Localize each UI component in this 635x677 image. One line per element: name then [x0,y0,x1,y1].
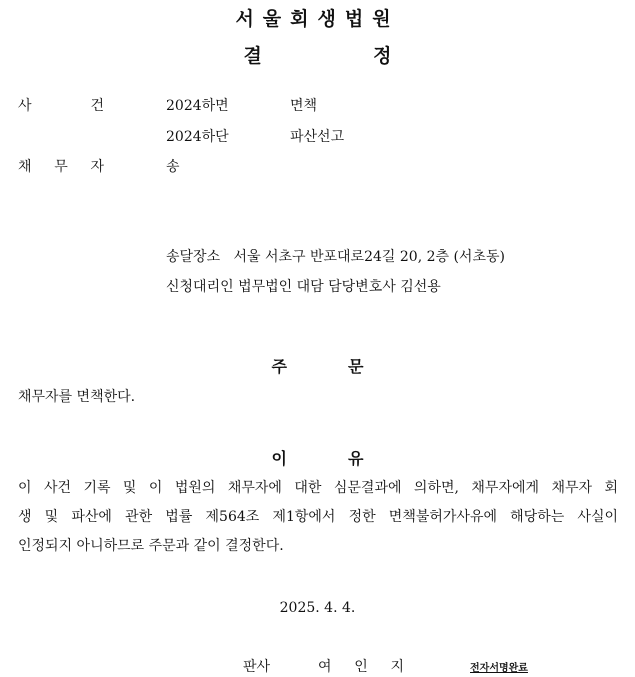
delivery-address-line [166,246,505,266]
order-text: 채무자를 면책한다. [18,389,136,405]
debtor-label [18,156,104,176]
reason-line: 이 사건 기록 및 이 법원의 채무자에 대한 심문결과에 의하면, 채무자에게 채무자 회 [18,480,618,496]
judge-name-char: 지 [390,659,404,675]
representative-value: 법무법인 대담 담당변호사 김선용 [238,279,441,295]
order-heading [0,354,635,377]
order-heading-char-2: 문 [348,357,364,376]
debtor-name: 송 [166,159,180,175]
judge-name-char: 인 [354,659,368,675]
case-name-1: 면책 [290,98,318,114]
case-label-char: 건 [90,98,104,114]
reason-heading [0,446,635,469]
case-label [18,95,104,115]
case-number-2: 2024하단 [166,129,229,145]
title-char-2: 정 [373,45,392,67]
order-heading-char-1: 주 [271,357,287,376]
judge-title: 판사 [243,659,271,675]
title-char-1: 결 [243,45,262,67]
electronic-signature-stamp: 전자서명완료 [470,663,528,674]
decision-date: 2025. 4. 4. [279,600,356,616]
judge-name-char: 여 [318,659,332,675]
reason-heading-char-2: 유 [348,449,364,468]
reason-line: 생 및 파산에 관한 법률 제564조 제1항에서 정한 면책불허가사유에 해당하는 사실이 [18,509,618,525]
delivery-label: 송달장소 [166,249,221,265]
representative-label: 신청대리인 [166,279,234,295]
debtor-label-char: 무 [54,159,68,175]
court-name: 서울회생법원 [235,8,400,30]
case-label-char: 사 [18,98,32,114]
judge-name [318,656,404,676]
case-name-2: 파산선고 [290,129,345,145]
reason-line: 인정되지 아니하므로 주문과 같이 결정한다. [18,538,284,554]
debtor-label-char: 채 [18,159,32,175]
reason-heading-char-1: 이 [271,449,287,468]
case-number-1: 2024하면 [166,98,229,114]
representative-line [166,276,441,296]
document-title [0,41,635,68]
reason-body [18,474,618,561]
delivery-address: 서울 서초구 반포대로24길 20, 2층 (서초동) [233,249,505,265]
debtor-label-char: 자 [90,159,104,175]
